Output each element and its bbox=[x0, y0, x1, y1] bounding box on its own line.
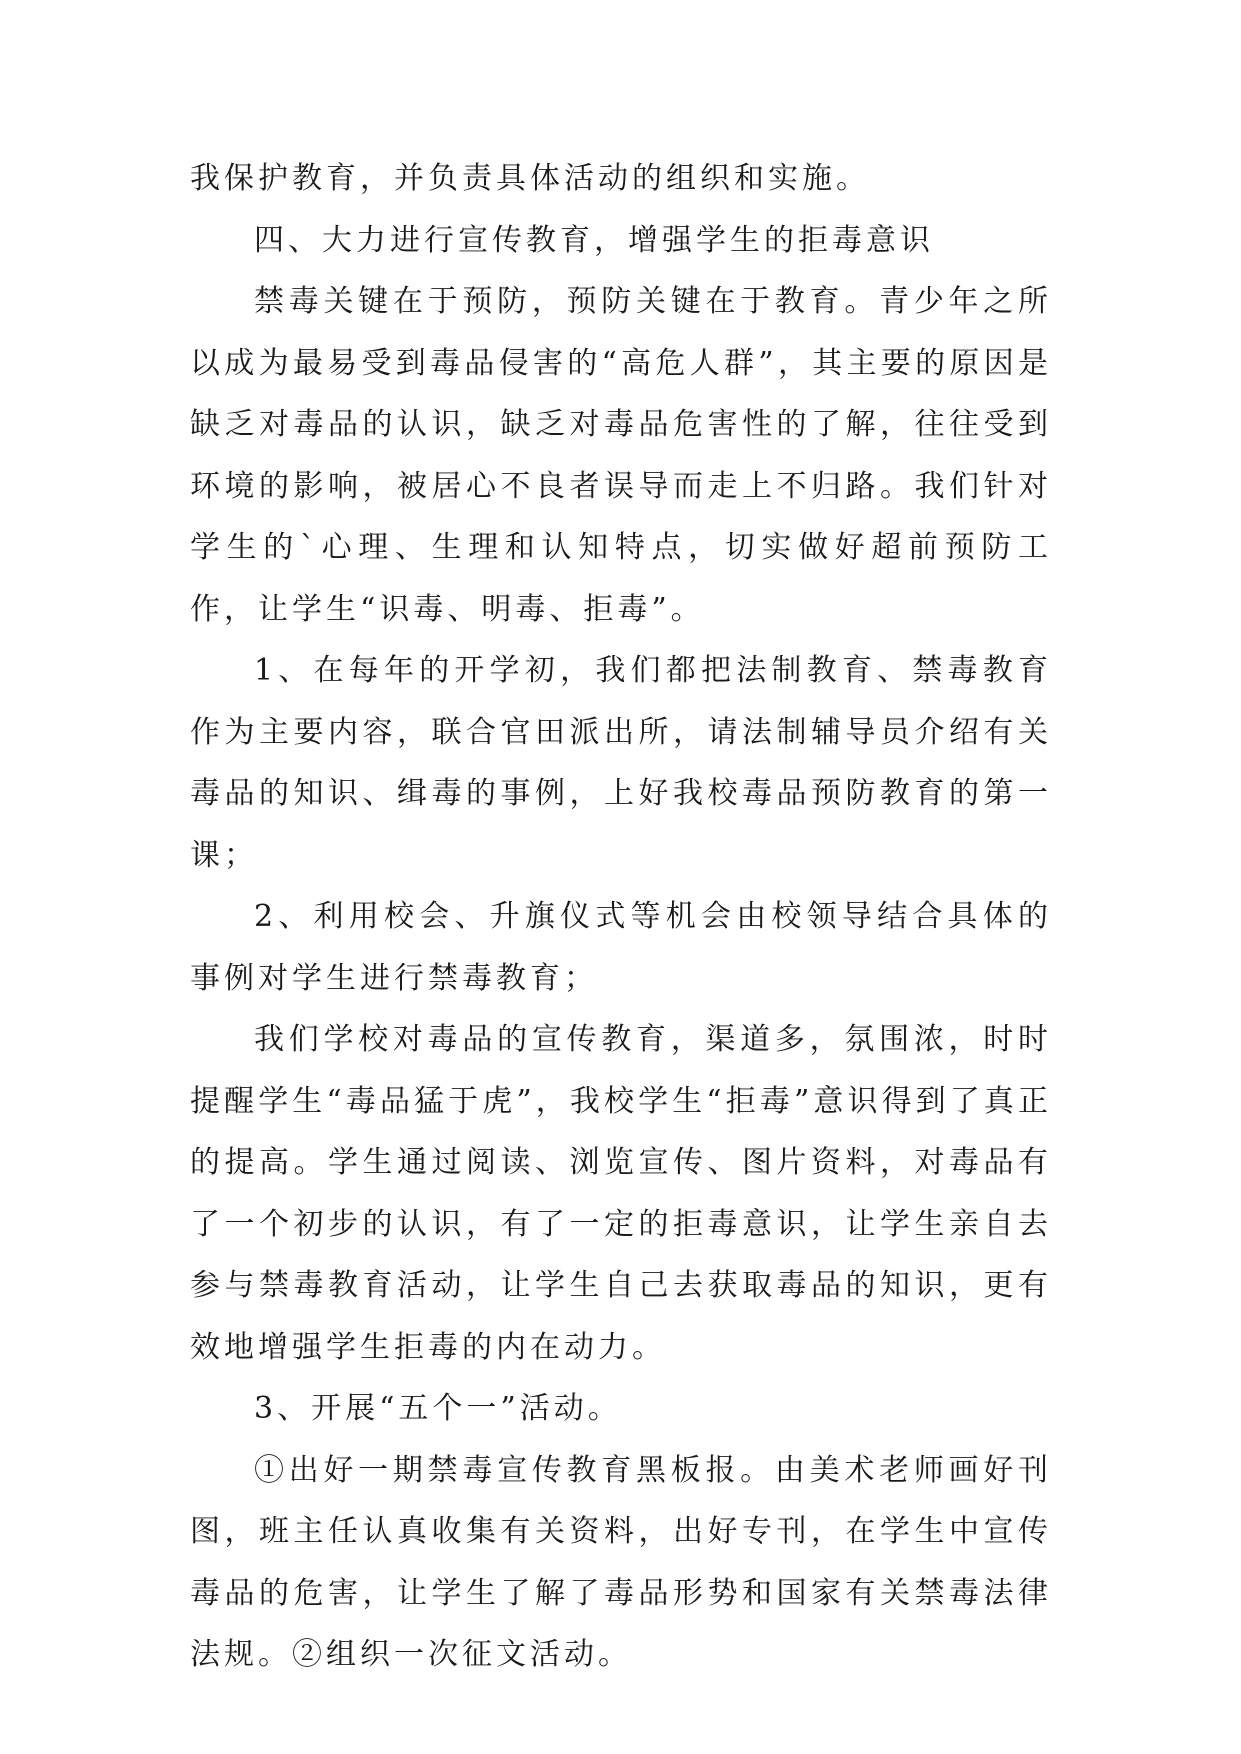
paragraph-1: 我保护教育，并负责具体活动的组织和实施。 bbox=[190, 161, 870, 196]
paragraph-5: 2、利用校会、升旗仪式等机会由校领导结合具体的事例对学生进行禁毒教育； bbox=[190, 899, 1052, 996]
paragraph-4: 1、在每年的开学初，我们都把法制教育、禁毒教育作为主要内容，联合官田派出所，请法制辅导员介绍有关毒品的知识、缉毒的事例，上好我校毒品预防教育的第一课； bbox=[190, 653, 1052, 873]
paragraph-7: 3、开展“五个一”活动。 bbox=[254, 1391, 622, 1426]
paragraph-3: 禁毒关键在于预防，预防关键在于教育。青少年之所以成为最易受到毒品侵害的“高危人群”，其主要的原因是缺乏对毒品的认识，缺乏对毒品危害性的了解，往往受到环境的影响，被居心不良者误导而走上不归路。我们针对学生的`心理、生理和认知特点，切实做好超前预防工作，让学生“识毒、明毒、拒毒”。 bbox=[190, 284, 1052, 627]
paragraph-6: 我们学校对毒品的宣传教育，渠道多，氛围浓，时时提醒学生“毒品猛于虎”，我校学生“拒毒”意识得到了真正的提高。学生通过阅读、浏览宣传、图片资料，对毒品有了一个初步的认识，有了一定的拒毒意识，让学生亲自去参与禁毒教育活动，让学生自己去获取毒品的知识，更有效地增强学生拒毒的内在动力。 bbox=[190, 1022, 1052, 1365]
document-body bbox=[190, 148, 1052, 1686]
paragraph-2-heading: 四、大力进行宣传教育，增强学生的拒毒意识 bbox=[254, 222, 934, 258]
paragraph-8: ①出好一期禁毒宣传教育黑板报。由美术老师画好刊图，班主任认真收集有关资料，出好专刊，在学生中宣传毒品的危害，让学生了解了毒品形势和国家有关禁毒法律法规。②组织一次征文活动。 bbox=[190, 1452, 1052, 1672]
